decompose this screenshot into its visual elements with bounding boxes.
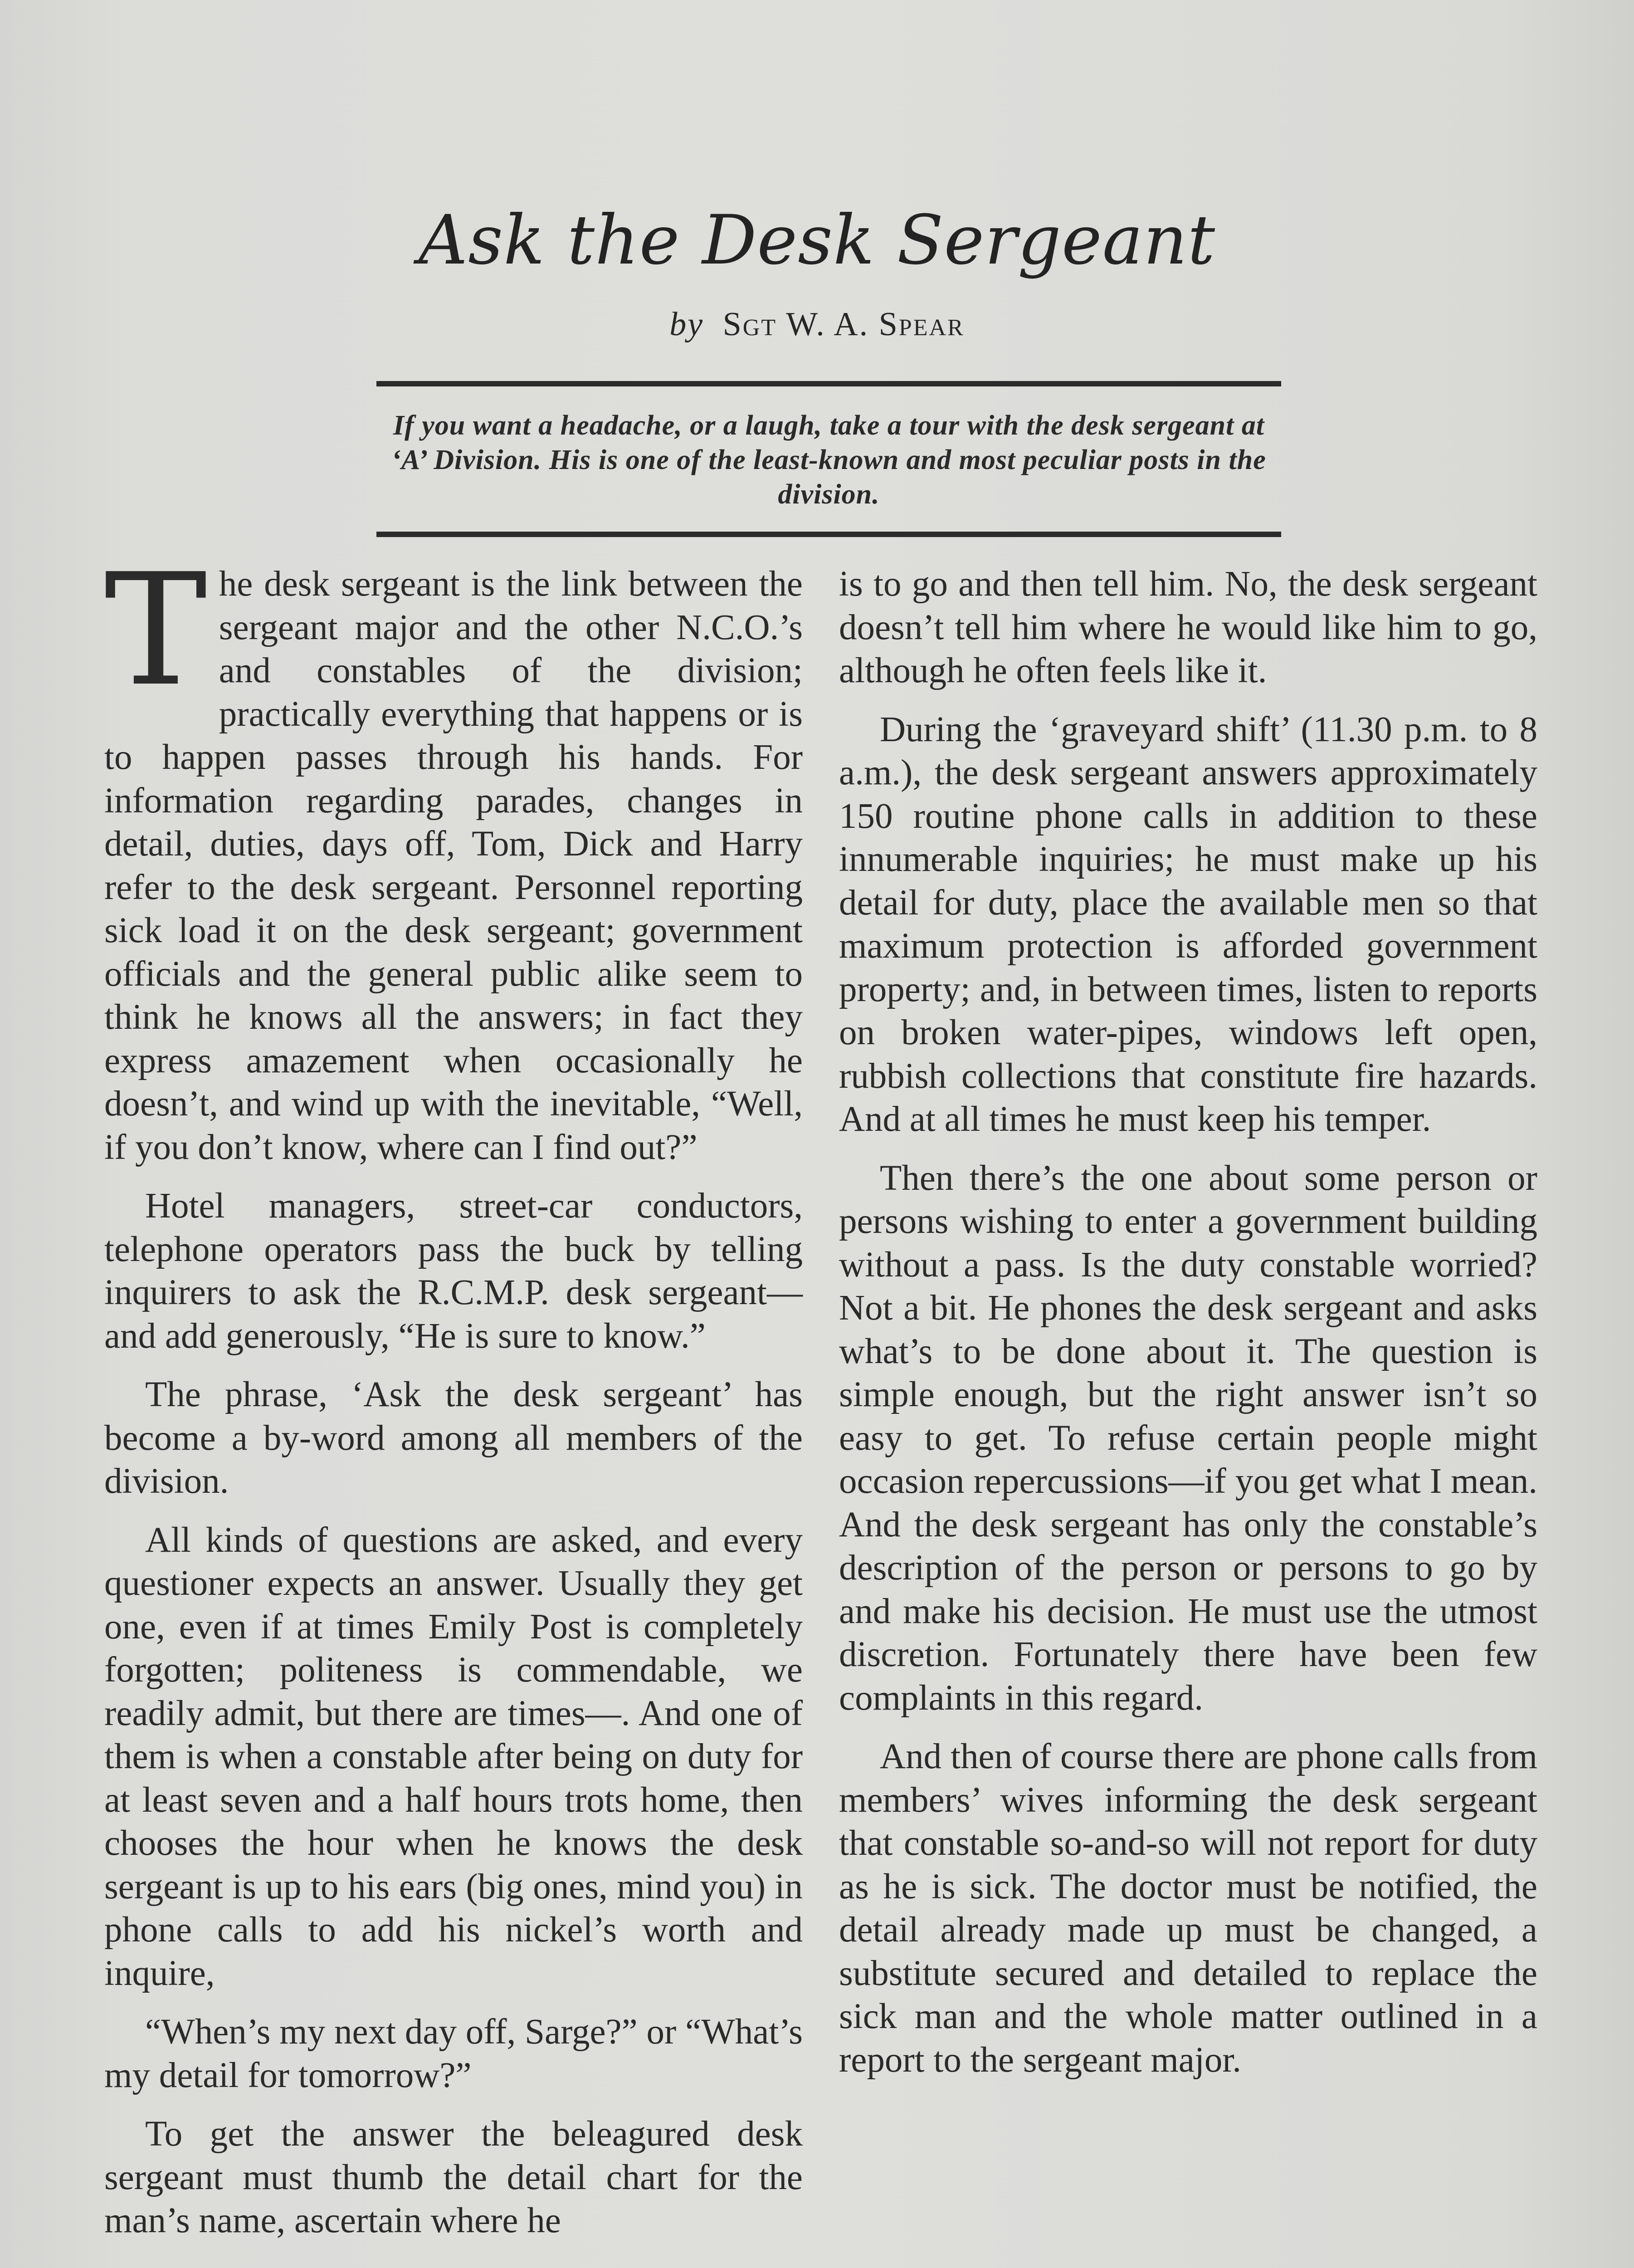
- body-paragraph-8: During the ‘graveyard shift’ (11.30 p.m. to 8 a.m.), the desk sergeant answers approximately 150 routine phone calls in addition to these innumerable inquiries; he must make up his detail for duty, place the available men so that maximum protection is afforded government property; and, in between times, listen to reports on broken water-pipes, windows left open, rubbish collections that constitute fire hazards. And at all times he must keep his temper.: [839, 709, 1537, 1139]
- body-paragraph-6: To get the answer the beleagured desk sergeant must thumb the detail chart for the man’s name, ascertain where he: [104, 2114, 803, 2240]
- body-paragraph-10: And then of course there are phone calls from members’ wives informing the desk sergeant that constable so-and-so will not report for duty as he is sick. The doctor must be notified, the detail already made up must be changed, a substitute secured and detailed to replace the sick man and the whole matter outlined in a report to the sergeant major.: [839, 1737, 1537, 2080]
- article-standfirst: If you want a headache, or a laugh, take a tour with the desk sergeant at ‘A’ Division. His is one of the least-known and most peculiar posts in the division.: [391, 410, 1266, 510]
- body-paragraph-1-text: he desk sergeant is the link between the sergeant major and the other N.C.O.’s and constables of the division; practically everything that happens or is to happen passes through his hands. For information regarding parades, changes in detail, duties, days off, Tom, Dick and Harry refer to the desk sergeant. Personnel reporting sick load it on the desk sergeant; government officials and the general public alike seem to think he knows all the answers; in fact they express amazement when occasionally he doesn’t, and wind up with the inevitable, “Well, if you don’t know, where can I find out?”: [104, 564, 803, 1167]
- body-column-left: [104, 541, 803, 2258]
- byline-author: Sgt W. A. Spear: [722, 306, 965, 343]
- article-byline: [0, 304, 1634, 345]
- body-paragraph-9: Then there’s the one about some person or persons wishing to enter a government building without a pass. Is the duty constable worried? Not a bit. He phones the desk sergeant and asks what’s to be done about it. The question is simple enough, but the right answer isn’t so easy to get. To refuse certain people might occasion repercussions—if you get what I mean. And the desk sergeant has only the constable’s description of the person or persons to go by and make his decision. He must use the utmost discretion. Fortunately there have been few complaints in this regard.: [839, 1158, 1537, 1718]
- body-paragraph-1: [104, 541, 803, 1169]
- body-paragraph-4: All kinds of questions are asked, and every questioner expects an answer. Usually they get one, even if at times Emily Post is completely forgotten; politeness is commendable, we readily admit, but there are times—. And one of them is when a constable after being on duty for at least seven and a half hours trots home, then chooses the hour when he knows the desk sergeant is up to his ears (big ones, mind you) in phone calls to add his nickel’s worth and inquire,: [104, 1520, 803, 1993]
- body-paragraph-5: “When’s my next day off, Sarge?” or “What’s my detail for tomorrow?”: [104, 2012, 803, 2095]
- drop-cap: T: [104, 541, 207, 720]
- standfirst-top-rule: [376, 381, 1281, 386]
- body-column-right: [839, 562, 1537, 2097]
- body-paragraph-7: is to go and then tell him. No, the desk sergeant doesn’t tell him where he would like him to go, although he often feels like it.: [839, 564, 1537, 690]
- article-title: Ask the Desk Sergeant: [418, 201, 1216, 280]
- body-paragraph-2: Hotel managers, street-car conductors, telephone operators pass the buck by telling inquirers to ask the R.C.M.P. desk sergeant—and add generously, “He is sure to know.”: [104, 1186, 803, 1356]
- body-paragraph-3: The phrase, ‘Ask the desk sergeant’ has become a by-word among all members of the division.: [104, 1375, 803, 1501]
- standfirst-bottom-rule: [376, 532, 1281, 537]
- byline-prefix: by: [669, 306, 704, 343]
